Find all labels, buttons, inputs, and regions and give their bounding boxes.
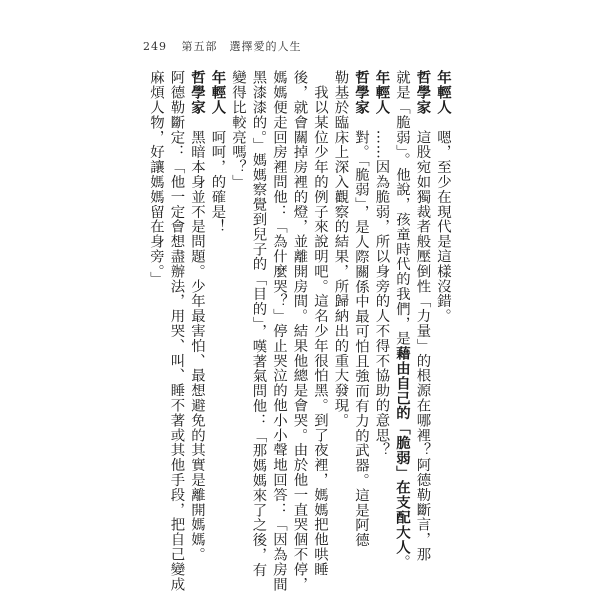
vertical-text-block: [148, 70, 452, 592]
dialogue-text: 勒基於臨床上深入觀察的結果，所歸納出的重大發現。: [332, 70, 349, 428]
text-column: [166, 70, 188, 592]
dialogue-text: 呵呵，的確是！: [209, 114, 226, 234]
speaker-label: 年輕人: [435, 70, 452, 115]
dialogue-text: 這股宛如獨裁者般壓倒性「力量」的根源在哪裡？阿德勒斷言，那: [414, 114, 431, 562]
speaker-label: 哲學家: [189, 70, 206, 115]
text-column: [186, 70, 208, 562]
dialogue-text: 黑暗本身並不是問題。少年最害怕、最想避免的其實是離開媽媽。: [189, 114, 205, 562]
text-column: [248, 70, 270, 577]
text-column: [391, 70, 413, 569]
speaker-label: 哲學家: [414, 70, 432, 115]
section-title: 第五部 選擇愛的人生: [181, 40, 302, 53]
dialogue-text: 阿德勒斷定：「他一定會想盡辦法，用哭、叫、睡不著或其他手段，把自己變成: [168, 70, 185, 592]
page-number: 249: [143, 40, 167, 53]
emphasized-text: 藉由自己的「脆弱」在支配大人: [394, 345, 411, 555]
dialogue-text: 就是「脆弱」。他說，孩童時代的我們，是: [394, 70, 410, 346]
text-column: [227, 70, 249, 189]
dialogue-text: ……因為脆弱，所以身旁的人不得不協助的意思？: [373, 114, 390, 458]
speaker-label: 年輕人: [373, 70, 391, 115]
text-column: [432, 70, 454, 323]
dialogue-text: 變得比較亮嗎？」: [230, 70, 246, 190]
dialogue-text: 。: [394, 554, 410, 570]
dialogue-text: 對。「脆弱」，是人際關係中最可怕且強而有力的武器。這是阿德: [353, 114, 369, 548]
dialogue-text: 黑漆漆的。」媽媽察覺到兒子的「目的」，嘆著氣問他：「那媽媽來了之後，有: [250, 70, 267, 578]
running-header: [143, 38, 302, 54]
dialogue-text: 媽媽便走回房裡問他：「為什麼哭？」停止哭泣的他小小聲地回答：「因為房間: [271, 70, 287, 592]
text-column: [268, 70, 290, 592]
text-column: [371, 70, 393, 457]
text-column: [207, 70, 229, 234]
dialogue-text: 嗯，至少在現代是這樣沒錯。: [435, 114, 451, 324]
text-column: [330, 70, 352, 428]
text-column: [412, 70, 434, 562]
speaker-label: 哲學家: [353, 70, 370, 115]
text-column: [145, 70, 167, 286]
dialogue-text: 我以某位少年的例子來說明吧。這名少年很怕黑。到了夜裡，媽媽把他哄睡: [312, 70, 328, 577]
text-column: [309, 70, 331, 577]
dialogue-text: 後，就會關掉房裡的燈，並離開房間。結果他總是會哭。由於他一直哭個不停，: [291, 70, 308, 592]
dialogue-text: 麻煩人物，好讓媽媽留在身旁。」: [148, 70, 164, 287]
text-column: [289, 70, 311, 592]
text-column: [350, 70, 372, 547]
speaker-label: 年輕人: [209, 70, 227, 115]
